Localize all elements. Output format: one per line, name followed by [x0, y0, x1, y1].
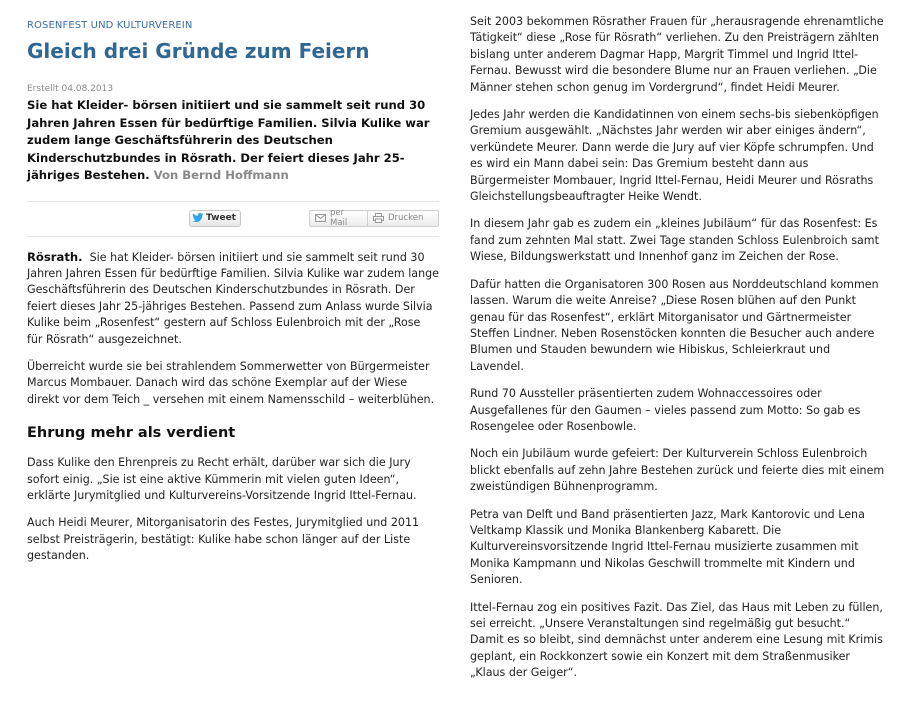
- paragraph: Jedes Jahr werden die Kandidatinnen von einem sechs-bis siebenköpfigen Gremium ausgewählt. „Nächstes Jahr werden wir aber einiges ändern“, verkündete Meurer. Dann werde die Jury auf vier Köpfe schrumpfen. Und es wird ein Mann dabei sein: Das Gremium besteht dann aus Bürgermeister Mombauer, Ingrid Ittel-Fernau, Heidi Meurer und Rösraths Gleichstellungsbeauftragter Heike Wendt.: [470, 108, 879, 204]
- author-byline[interactable]: Von Bernd Hoffmann: [153, 168, 289, 182]
- print-label: Drucken: [388, 213, 424, 223]
- created-date: Erstellt 04.08.2013: [27, 84, 114, 94]
- kicker: ROSENFEST UND KULTURVEREIN: [27, 20, 193, 31]
- paragraph: Petra van Delft und Band präsentierten Jazz, Mark Kantorovic und Lena Veltkamp Klassik und Monika Blankenberg Kabarett. Die Kulturvereinsvorsitzende Ingrid Ittel-Fernau musizierte zusammen mit Monika Kampmann und Nikolas Geschwill trommelte mit Kindern und Senioren.: [470, 507, 865, 587]
- article-lead: [27, 97, 439, 185]
- divider: [27, 236, 439, 237]
- tweet-button[interactable]: [189, 210, 241, 227]
- lead-text: Sie hat Kleider- börsen initiiert und sie sammelt seit rund 30 Jahren Jahren Essen für bedürftige Familien. Silvia Kulike war zudem lange Geschäftsführerin des Deutschen Kinderschutzbundes in Rösrath. Der feiert dieses Jahr 25-jähriges Bestehen.: [27, 98, 430, 182]
- right-column: [470, 14, 886, 693]
- article-headline: Gleich drei Gründe zum Feiern: [27, 39, 370, 63]
- dateline: Rösrath.: [27, 249, 83, 264]
- paragraph: Auch Heidi Meurer, Mitorganisatorin des Festes, Jurymitglied und 2011 selbst Preisträgerin, bestätigt: Kulike habe schon länger auf der Liste gestanden.: [27, 516, 420, 563]
- paragraph: In diesem Jahr gab es zudem ein „kleines Jubiläum“ für das Rosenfest: Es fand zum zehnten Mal statt. Zwei Tage standen Schloss Eulenbroich samt Wiese, Bildungswerkstatt und Innenhof ganz im Zeichen der Rose.: [470, 217, 879, 264]
- paragraph: Ittel-Fernau zog ein positives Fazit. Das Ziel, das Haus mit Leben zu füllen, sei erreicht. „Unsere Veranstaltungen sind regelmäßig gut besucht.“ Damit es so bleibt, sind demnächst unter anderem eine Lesung mit Krimis geplant, ein Rockkonzert sowie ein Konzert mit dem Straßenmusiker „Klaus der Geiger“.: [470, 600, 883, 680]
- paragraph-text: Sie hat Kleider- börsen initiiert und sie sammelt seit rund 30 Jahren Jahren Essen für bedürftige Familien. Silvia Kulike war zudem lange Geschäftsführerin des Deutschen Kinderschutzbundes in Rösrath. Der feiert dieses Jahr 25-jähriges Bestehen. Passend zum Anlass wurde Silvia Kulike beim „Rosenfest“ gestern auf Schloss Eulenbroich mit der „Rose für Rösrath“ ausgezeichnet.: [27, 250, 440, 346]
- paragraph: Überreicht wurde sie bei strahlendem Sommerwetter von Bürgermeister Marcus Mombauer. Danach wird das schöne Exemplar auf der Wiese direkt vor dem Teich _ versehen mit einem Namensschild – weiterblühen.: [27, 359, 435, 406]
- mail-button[interactable]: [309, 210, 369, 227]
- share-bar: [27, 202, 439, 236]
- left-column: [27, 14, 439, 565]
- mail-label: per Mail: [330, 208, 348, 228]
- paragraph: [27, 249, 439, 348]
- paragraph: Dass Kulike den Ehrenpreis zu Recht erhält, darüber war sich die Jury sofort einig. „Sie ist eine aktive Kümmerin mit vielen guten Ideen“, erklärte Jurymitglied und Kulturvereins-Vorsitzende Ingrid Ittel-Fernau.: [27, 456, 417, 502]
- paragraph: Dafür hatten die Organisatoren 300 Rosen aus Norddeutschland kommen lassen. Warum die weite Anreise? „Diese Rosen blühen auf den Punkt genau für das Rosenfest“, erklärt Mitorganisator und Gärtnermeister Steffen Lindner. Neben Rosenstöcken konnten die Besucher auch andere Blumen und Stauden bewundern wie Hibiskus, Schleierkraut und Lavendel.: [470, 277, 879, 373]
- twitter-bird-icon: [192, 213, 204, 223]
- print-button[interactable]: [367, 210, 439, 227]
- paragraph: Seit 2003 bekommen Rösrather Frauen für „herausragende ehrenamtliche Tätigkeit“ diese „Rose für Rösrath“ verliehen. Zu den Preisträgern zählten bislang unter anderem Dagmar Happ, Margrit Timmel und Ingrid Ittel-Fernau. Bewusst wird die besondere Blume nur an Frauen verliehen. „Die Männer stehen schon genug im Vordergrund“, findet Heidi Meurer.: [470, 15, 884, 94]
- tweet-label: Tweet: [206, 213, 236, 223]
- envelope-icon: [315, 214, 326, 222]
- subheading: Ehrung mehr als verdient: [27, 425, 236, 442]
- paragraph: Rund 70 Aussteller präsentierten zudem Wohnaccessoires oder Ausgefallenes für den Gaumen – vieles passend zum Motto: So gab es Rosengelee oder Rosenbowle.: [470, 387, 861, 433]
- paragraph: Noch ein Jubiläum wurde gefeiert: Der Kulturverein Schloss Eulenbroich blickt ebenfalls auf zehn Jahre Bestehen zurück und feierte dies mit einem zweistündigen Bühnenprogramm.: [470, 447, 885, 494]
- printer-icon: [373, 213, 384, 223]
